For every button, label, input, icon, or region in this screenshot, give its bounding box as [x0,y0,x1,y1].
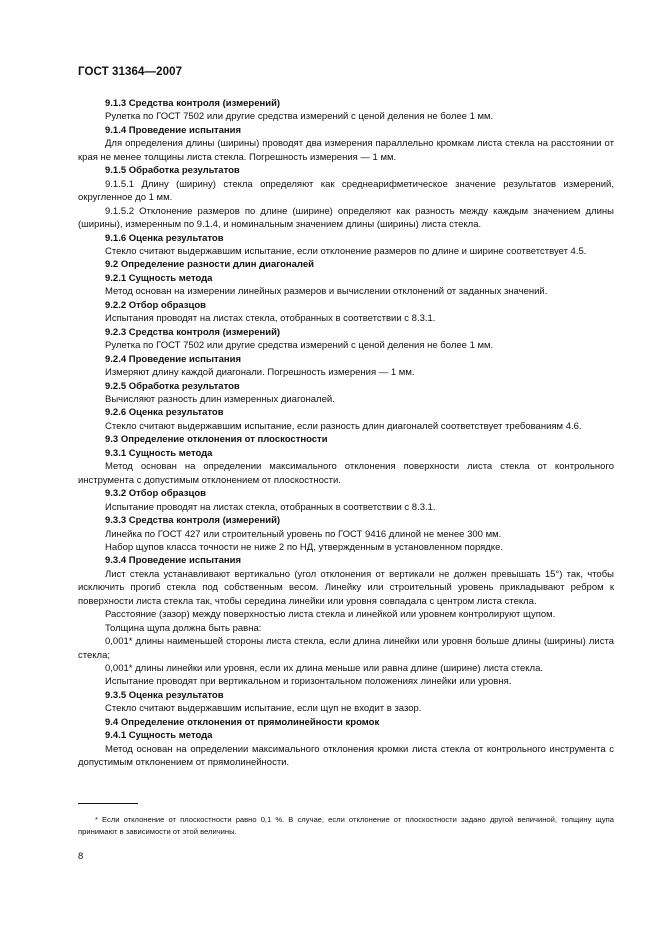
paragraph: Испытание проводят на листах стекла, отобранных в соответствии с 8.3.1. [105,501,436,513]
section-heading: 9.2.3 Средства контроля (измерений) [105,326,281,338]
footnote: * Если отклонение от плоскостности равно 0,1 %. В случае, если отклонение от плоскостности задано другой величиной, толщину щупа принимают в зависимости от этой величины. [78,815,614,836]
paragraph: Для определения длины (ширины) проводят два измерения параллельно кромкам листа стекла на расстоянии от края не менее толщины листа стекла. Погрешность измерения — 1 мм. [78,138,614,163]
paragraph: Вычисляют разность длин измеренных диагоналей. [105,393,335,405]
section-heading: 9.4 Определение отклонения от прямолинейности кромок [105,716,380,728]
section-heading: 9.2.4 Проведение испытания [105,353,242,365]
paragraph: Лист стекла устанавливают вертикально (угол отклонения от вертикали не должен превышать 15°) так, чтобы исключить прогиб стекла под собственным весом. Линейку или строительный уровень прикладывают ребром к поверхности листа стекла так, чтобы середина линейки или уровня совпадала с центром листа стекла. [78,568,614,607]
document-header: ГОСТ 31364—2007 [78,66,183,78]
section-heading: 9.3.1 Сущность метода [105,447,213,459]
paragraph: Испытание проводят при вертикальном и горизонтальном положениях линейки или уровня. [105,676,512,688]
paragraph: 9.1.5.2 Отклонение размеров по длине (ширине) определяют как разность между каждым значением длины (ширины), измеренным по 9.1.4, и номинальным значением длины (ширины) листа стекла. [78,205,614,231]
section-heading: 9.2.2 Отбор образцов [105,299,207,311]
section-heading: 9.1.6 Оценка результатов [105,232,224,244]
paragraph: Стекло считают выдержавшим испытание, если разность длин диагоналей соответствует требованиям 4.6. [105,420,582,432]
section-heading: 9.2.6 Оценка результатов [105,407,224,419]
section-heading: 9.3.5 Оценка результатов [105,689,224,701]
paragraph: Испытания проводят на листах стекла, отобранных в соответствии с 8.3.1. [105,313,436,325]
section-heading: 9.3.2 Отбор образцов [105,488,207,500]
section-heading: 9.1.3 Средства контроля (измерений) [105,98,281,109]
section-heading: 9.1.5 Обработка результатов [105,165,240,177]
section-heading: 9.3.3 Средства контроля (измерений) [105,515,281,527]
paragraph: 0,001* длины линейки или уровня, если их длина меньше или равна длине (ширине) листа стекла. [105,663,543,675]
paragraph: Метод основан на измерении линейных размеров и вычислении отклонений от заданных значений. [105,286,548,298]
section-heading: 9.2 Определение разности длин диагоналей [105,259,314,271]
paragraph: 9.1.5.1 Длину (ширину) стекла определяют как среднеарифметическое значение результатов измерений, округленное до 1 мм. [78,178,614,204]
section-heading: 9.2.5 Обработка результатов [105,380,240,392]
page-number: 8 [78,851,84,862]
footnote-divider [78,803,138,804]
paragraph: Рулетка по ГОСТ 7502 или другие средства измерений с ценой деления не более 1 мм. [105,111,494,123]
paragraph: Линейка по ГОСТ 427 или строительный уровень по ГОСТ 9416 длиной не менее 300 мм. [105,528,502,540]
paragraph: Измеряют длину каждой диагонали. Погрешность измерения — 1 мм. [105,367,415,379]
paragraph: Стекло считают выдержавшим испытание, если щуп не входит в зазор. [105,703,422,715]
paragraph: Метод основан на определении максимального отклонения кромки листа стекла от контрольного инструмента с допустимым отклонением от прямолинейности. [78,743,614,769]
section-heading: 9.1.4 Проведение испытания [105,124,242,136]
paragraph: Расстояние (зазор) между поверхностью листа стекла и линейкой или уровнем контролируют щупом. [105,609,556,621]
paragraph: Метод основан на определении максимального отклонения поверхности листа стекла от контрольного инструмента с допустимым отклонением от плоскостности. [78,461,614,486]
paragraph: 0,001* длины наименьшей стороны листа стекла, если длина линейки или уровня больше длины (ширины) листа стекла; [78,636,614,661]
paragraph: Стекло считают выдержавшим испытание, если отклонение размеров по длине и ширине соответствует 4.5. [105,245,587,257]
section-heading: 9.3.4 Проведение испытания [105,555,242,567]
section-heading: 9.2.1 Сущность метода [105,272,213,284]
paragraph: Набор щупов класса точности не ниже 2 по НД, утвержденным в установленном порядке. [105,541,503,553]
paragraph: Толщина щупа должна быть равна: [105,622,262,634]
section-heading: 9.3 Определение отклонения от плоскостности [105,434,328,446]
document-body [78,97,614,770]
section-heading: 9.4.1 Сущность метода [105,730,213,742]
paragraph: Рулетка по ГОСТ 7502 или другие средства измерений с ценой деления не более 1 мм. [105,340,494,352]
